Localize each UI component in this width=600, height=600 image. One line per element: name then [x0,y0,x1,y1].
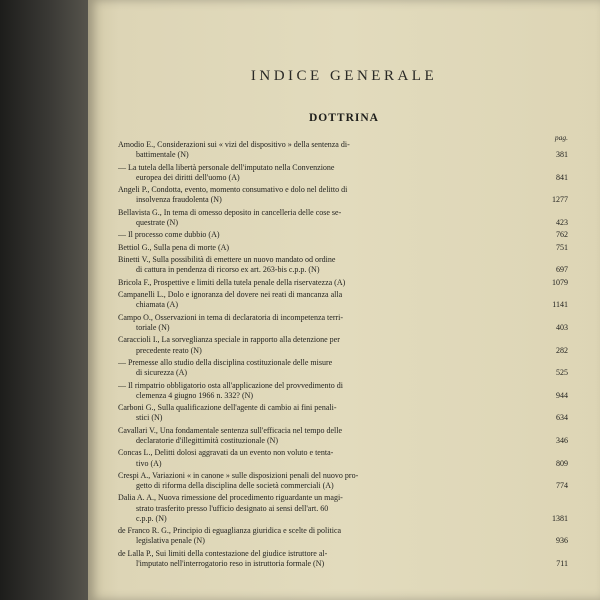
index-entry-page-number: 525 [556,368,568,378]
index-entry-line: — Il processo come dubbio (A) [118,230,220,240]
index-entry-line: legislativa penale (N) [136,536,205,546]
page-heading: INDICE GENERALE [250,68,438,84]
index-entry-line: strato trasferito presso l'ufficio designato ai sensi dell'art. 60 [136,503,329,513]
index-entry [118,335,568,355]
index-entry-line: Amodio E., Considerazioni sui « vizi del dispositivo » della sentenza di- [118,140,350,149]
index-entry [118,526,568,546]
index-entry-line: tivo (A) [136,458,162,468]
index-entry [118,493,568,524]
index-entry [118,290,568,310]
index-entry-line: Bellavista G., In tema di omesso deposito in cancelleria delle cose se- [118,207,342,217]
index-entries [118,140,568,571]
index-entry-line: stici (N) [136,413,163,423]
index-entry-line: de Franco R. G., Principio di eguaglianza giuridica e scelte di politica [118,526,342,536]
index-entry-line: Binetti V., Sulla possibilità di emettere un nuovo mandato od ordine [118,255,336,265]
index-entry-page-number: 381 [556,150,568,160]
index-entry-line: l'imputato nell'interrogatorio reso in istruttoria formale (N) [136,559,325,569]
index-entry-page-number: 762 [556,230,568,240]
index-entry-line: clemenza 4 giugno 1966 n. 332? (N) [136,390,254,400]
index-entry-page-number: 403 [556,322,568,332]
index-entry-page-number: 282 [556,345,568,355]
index-entry [118,549,568,569]
index-entry-line: Carboni G., Sulla qualificazione dell'agente di cambio ai fini penali- [118,403,337,413]
index-entry-page-number: 697 [556,265,568,275]
index-entry-page-number: 841 [556,172,568,182]
index-entry [118,381,568,401]
index-entry-line: Campo O., Osservazioni in tema di declaratoria di incompetenza terri- [118,312,344,322]
index-entry [118,471,568,491]
index-entry-page-number: 711 [556,559,568,569]
index-entry-line: chiamata (A) [136,300,178,310]
index-entry-line: Bricola F., Prospettive e limiti della tutela penale della riservatezza (A) [118,277,346,287]
index-entry-line: toriale (N) [136,322,170,332]
index-entry-page-number: 1381 [552,513,568,523]
index-entry-line: insolvenza fraudolenta (N) [136,195,222,205]
index-entry [118,448,568,468]
index-entry-page-number: 423 [556,217,568,227]
index-entry-page-number: 936 [556,536,568,546]
page-column-label: pag. [554,133,568,142]
index-entry-line: de Lalla P., Sui limiti della contestazione del giudice istruttore al- [118,548,328,558]
index-entry-page-number: 1079 [552,277,568,287]
index-entry-line: questrate (N) [136,217,178,227]
index-entry [118,243,568,253]
index-entry [118,358,568,378]
index-entry-line: — Il rimpatrio obbligatorio osta all'applicazione del provvedimento di [118,380,343,390]
index-entry [118,208,568,228]
index-entry [118,140,568,160]
index-entry-line: di cattura in pendenza di ricorso ex art. 263-bis c.p.p. (N) [136,265,320,275]
index-entry [118,426,568,446]
index-entry-line: di sicurezza (A) [136,368,188,378]
index-entry [118,313,568,333]
index-entry-line: Concas L., Delitti dolosi aggravati da un evento non voluto e tenta- [118,448,334,458]
book-page [88,0,600,600]
index-entry-page-number: 346 [556,435,568,445]
index-entry-line: — Premesse allo studio della disciplina costituzionale delle misure [118,357,333,367]
index-entry-page-number: 1277 [552,195,568,205]
index-entry-line: precedente reato (N) [136,345,202,355]
index-entry-page-number: 809 [556,458,568,468]
index-entry-page-number: 634 [556,413,568,423]
book-binding-edge [0,0,90,600]
index-entry-page-number: 1141 [552,300,568,310]
index-entry-line: declaratorie d'illegittimità costituzionale (N) [136,435,279,445]
index-entry-page-number: 751 [556,242,568,252]
index-entry-line: Dalia A. A., Nuova rimessione del procedimento riguardante un magi- [118,493,343,503]
index-entry-line: getto di riforma della disciplina delle società commerciali (A) [136,481,334,491]
section-title: DOTTRINA [309,112,379,124]
index-entry-line: Bettiol G., Sulla pena di morte (A) [118,242,230,252]
index-entry-page-number: 944 [556,390,568,400]
index-entry-line: Crespi A., Variazioni « in canone » sulle disposizioni penali del nuovo pro- [118,470,359,480]
index-entry-line: Campanelli L., Dolo e ignoranza del dovere nei reati di mancanza alla [118,290,343,300]
index-entry-line: europea dei diritti dell'uomo (A) [136,172,240,182]
index-entry-line: Caraccioli I., La sorveglianza speciale in rapporto alla detenzione per [118,335,340,345]
index-entry [118,278,568,288]
index-entry-line: Angeli P., Condotta, evento, momento consumativo e dolo nel delitto di [118,185,348,195]
index-entry-line: — La tutela della libertà personale dell'imputato nella Convenzione [118,162,335,172]
index-entry [118,185,568,205]
index-entry-page-number: 774 [556,481,568,491]
index-entry-line: c.p.p. (N) [136,513,167,523]
index-entry-line: Cavallari V., Una fondamentale sentenza sull'efficacia nel tempo delle [118,425,343,435]
index-entry [118,403,568,423]
index-entry [118,255,568,275]
index-entry [118,230,568,240]
index-entry [118,163,568,183]
index-entry-line: battimentale (N) [136,150,189,160]
